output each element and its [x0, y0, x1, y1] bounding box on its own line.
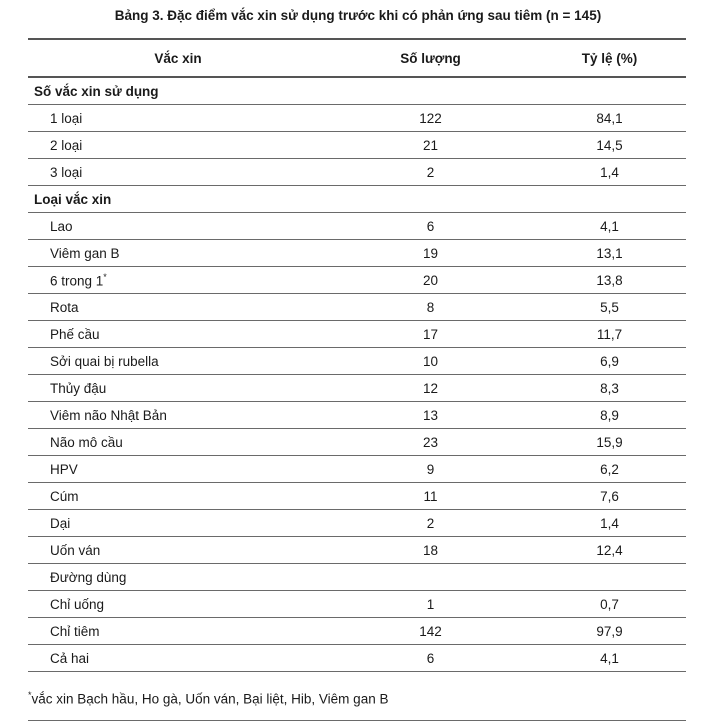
table-row	[28, 510, 686, 537]
row-label: Cả hai	[28, 645, 328, 672]
row-count: 6	[328, 213, 533, 240]
row-percent: 1,4	[533, 159, 686, 186]
footnote-marker: *	[103, 271, 107, 282]
row-count: 10	[328, 348, 533, 375]
row-label: Sởi quai bị rubella	[28, 348, 328, 375]
table-row	[28, 483, 686, 510]
row-percent: 84,1	[533, 105, 686, 132]
row-label: Cúm	[28, 483, 328, 510]
row-label: Lao	[28, 213, 328, 240]
table-row	[28, 591, 686, 618]
row-count: 9	[328, 456, 533, 483]
row-count: 6	[328, 645, 533, 672]
row-percent: 97,9	[533, 618, 686, 645]
row-count: 18	[328, 537, 533, 564]
section-title: Loại vắc xin	[28, 186, 328, 213]
table-row	[28, 645, 686, 672]
row-count: 12	[328, 375, 533, 402]
row-percent: 5,5	[533, 294, 686, 321]
row-label: Chỉ uống	[28, 591, 328, 618]
table-row	[28, 456, 686, 483]
header-row	[28, 39, 686, 77]
row-label-text: 6 trong 1	[50, 273, 104, 289]
section-title: Số vắc xin sử dụng	[28, 77, 328, 105]
table-row	[28, 240, 686, 267]
row-percent: 1,4	[533, 510, 686, 537]
row-percent: 6,2	[533, 456, 686, 483]
row-percent: 13,1	[533, 240, 686, 267]
section-row-vaccine-type	[28, 186, 686, 213]
row-label: Thủy đậu	[28, 375, 328, 402]
row-count: 11	[328, 483, 533, 510]
table-caption: Bảng 3. Đặc điểm vắc xin sử dụng trước khi có phản ứng sau tiêm (n = 145)	[114, 8, 602, 23]
row-percent: 8,3	[533, 375, 686, 402]
row-percent: 0,7	[533, 591, 686, 618]
row-percent: 7,6	[533, 483, 686, 510]
row-percent: 8,9	[533, 402, 686, 429]
row-count: 19	[328, 240, 533, 267]
header-vaccine: Vắc xin	[28, 39, 328, 77]
row-percent: 12,4	[533, 537, 686, 564]
row-percent: 11,7	[533, 321, 686, 348]
row-percent: 13,8	[533, 267, 686, 294]
row-percent: 4,1	[533, 645, 686, 672]
table-row	[28, 402, 686, 429]
section-title: Đường dùng	[28, 564, 328, 591]
table-row	[28, 375, 686, 402]
row-label: Dại	[28, 510, 328, 537]
bottom-divider	[28, 720, 686, 721]
row-label: Rota	[28, 294, 328, 321]
row-label	[28, 267, 328, 294]
row-count: 8	[328, 294, 533, 321]
table-row	[28, 105, 686, 132]
row-label: Uốn ván	[28, 537, 328, 564]
table-row	[28, 267, 686, 294]
footnote-marker: *	[28, 690, 32, 700]
header-percent: Tỷ lệ (%)	[533, 39, 686, 77]
row-label: Viêm gan B	[28, 240, 328, 267]
section-row-vaccine-count	[28, 77, 686, 105]
row-percent: 14,5	[533, 132, 686, 159]
footnote	[28, 690, 388, 707]
row-label: 1 loại	[28, 105, 328, 132]
row-label: Phế cầu	[28, 321, 328, 348]
row-label: Viêm não Nhật Bản	[28, 402, 328, 429]
table-row	[28, 159, 686, 186]
row-label: Não mô cầu	[28, 429, 328, 456]
row-count: 21	[328, 132, 533, 159]
table-row	[28, 294, 686, 321]
table-row	[28, 132, 686, 159]
row-percent: 6,9	[533, 348, 686, 375]
table-row	[28, 429, 686, 456]
row-count: 23	[328, 429, 533, 456]
row-count: 142	[328, 618, 533, 645]
row-label: 2 loại	[28, 132, 328, 159]
row-count: 2	[328, 159, 533, 186]
row-count: 122	[328, 105, 533, 132]
row-label: Chỉ tiêm	[28, 618, 328, 645]
row-count: 13	[328, 402, 533, 429]
row-count: 2	[328, 510, 533, 537]
row-label: 3 loại	[28, 159, 328, 186]
row-count: 20	[328, 267, 533, 294]
vaccine-table	[28, 38, 686, 672]
row-percent: 15,9	[533, 429, 686, 456]
table-row	[28, 348, 686, 375]
table-row	[28, 618, 686, 645]
table-row	[28, 321, 686, 348]
footnote-text: vắc xin Bạch hầu, Ho gà, Uốn ván, Bại liệt, Hib, Viêm gan B	[31, 691, 389, 707]
row-count: 1	[328, 591, 533, 618]
row-label: HPV	[28, 456, 328, 483]
table-row	[28, 213, 686, 240]
row-count: 17	[328, 321, 533, 348]
table-row	[28, 537, 686, 564]
row-percent: 4,1	[533, 213, 686, 240]
section-row-route	[28, 564, 686, 591]
header-count: Số lượng	[328, 39, 533, 77]
